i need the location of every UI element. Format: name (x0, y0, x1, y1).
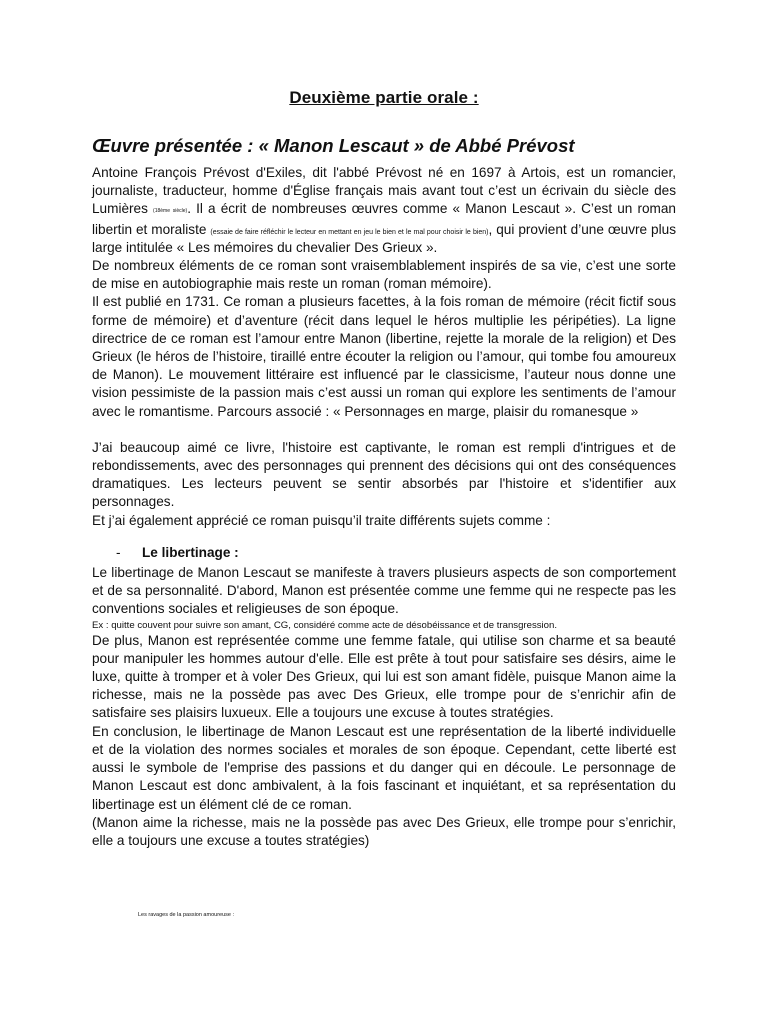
paragraph-publication: Il est publié en 1731. Ce roman a plusieurs facettes, à la fois roman de mémoire (récit fictif sous forme de mémoire) et d’aventure (récit dans lequel le héros multiplie les péripéties). La ligne directrice de ce roman est l’amour entre Manon (libertine, rejette la morale de la religion) et Des Grieux (le héros de l’histoire, tiraillé entre écouter la religion ou l’amour, qui tombe fou amoureux de Manon). Le mouvement littéraire est influencé par le classicisme, l’auteur nous donne une vision pessimiste de la passion mais c’est aussi un roman qui explore les sentiments de l’amour avec le romantisme. Parcours associé : « Personnages en marge, plaisir du romanesque » (92, 294, 676, 419)
paragraph-conclusion: En conclusion, le libertinage de Manon Lescaut est une représentation de la liberté individuelle et de la violation des normes sociales et morales de son époque. Cependant, cette liberté est aussi le symbole de l'emprise des passions et du danger qui en découle. Le personnage de Manon Lescaut est donc ambivalent, à la fois fascinant et inquiétant, et sa représentation du libertinage est un élément clé de ce roman. (92, 723, 676, 812)
paragraph-author-text-c: , qui provient d’une œuvre plus large intitulée « Les mémoires du chevalier Des Grieux ». (92, 221, 676, 255)
spacer (92, 421, 676, 439)
paragraph-author (92, 164, 676, 257)
footer-note: Les ravages de la passion amoureuse : (138, 912, 235, 918)
moraliste-aside: (essaie de faire réfléchir le lecteur en mettant en jeu le bien et le mal pour choisir le bien) (210, 228, 489, 236)
century-note: (18ème siècle) (153, 208, 188, 215)
paragraph-opinion: J’ai beaucoup aimé ce livre, l'histoire est captivante, le roman est rempli d'intrigues et de rebondissements, avec des personnages qui prennent des décisions qui ont des conséquences dramatiques. Les lecteurs peuvent se sentir absorbés par l'histoire et s'identifier aux personnages. (92, 439, 676, 510)
paragraph-libertinage-intro: Le libertinage de Manon Lescaut se manifeste à travers plusieurs aspects de son comportement et de sa personnalité. D'abord, Manon est présentée comme une femme qui ne respecte pas les conventions sociales et religieuses de son époque. (92, 565, 676, 617)
bullet-label: Le libertinage : (142, 544, 239, 560)
paragraph-autobiography: De nombreux éléments de ce roman sont vraisemblablement inspirés de sa vie, c’est une sorte de mise en autobiographie mais reste un roman (roman mémoire). (92, 258, 676, 292)
paragraph-author-text-b: . Il a écrit de nombreuses œuvres comme « Manon Lescaut ». C’est un roman libertin et moraliste (92, 201, 676, 237)
paragraph-femme-fatale: De plus, Manon est représentée comme une femme fatale, qui utilise son charme et sa beauté pour manipuler les hommes autour d'elle. Elle est prête à tout pour satisfaire ses désirs, aime le luxe, quitte à tromper et à voler Des Grieux, qui lui est son amant fidèle, puisque Manon aime la richesse, mais ne la possède pas avec Des Grieux, elle trompe pour de s’enrichir afin de satisfaire ses plaisirs luxueux. Elle a toujours une excuse à toutes stratégies. (92, 632, 676, 721)
example-note: Ex : quitte couvent pour suivre son amant, CG, considéré comme acte de désobéissance et de transgression. (92, 619, 558, 631)
paragraph-summary: (Manon aime la richesse, mais ne la possède pas avec Des Grieux, elle trompe pour s’enrichir, elle a toujours une excuse a toutes stratégies) (92, 814, 676, 848)
bullet-libertinage (92, 544, 676, 562)
document-body (92, 164, 676, 850)
paragraph-author-text-a: Antoine François Prévost d'Exiles, dit l'abbé Prévost né en 1697 à Artois, est un romancier, journaliste, traducteur, homme d'Église français mais avant tout c’est un écrivain du siècle des Lumières (92, 165, 676, 217)
paragraph-themes-intro: Et j’ai également apprécié ce roman puisqu’il traite différents sujets comme : (92, 512, 551, 528)
work-title: Œuvre présentée : « Manon Lescaut » de Abbé Prévost (92, 135, 575, 156)
bullet-dash: - (116, 544, 121, 560)
page-title: Deuxième partie orale : (289, 88, 479, 107)
